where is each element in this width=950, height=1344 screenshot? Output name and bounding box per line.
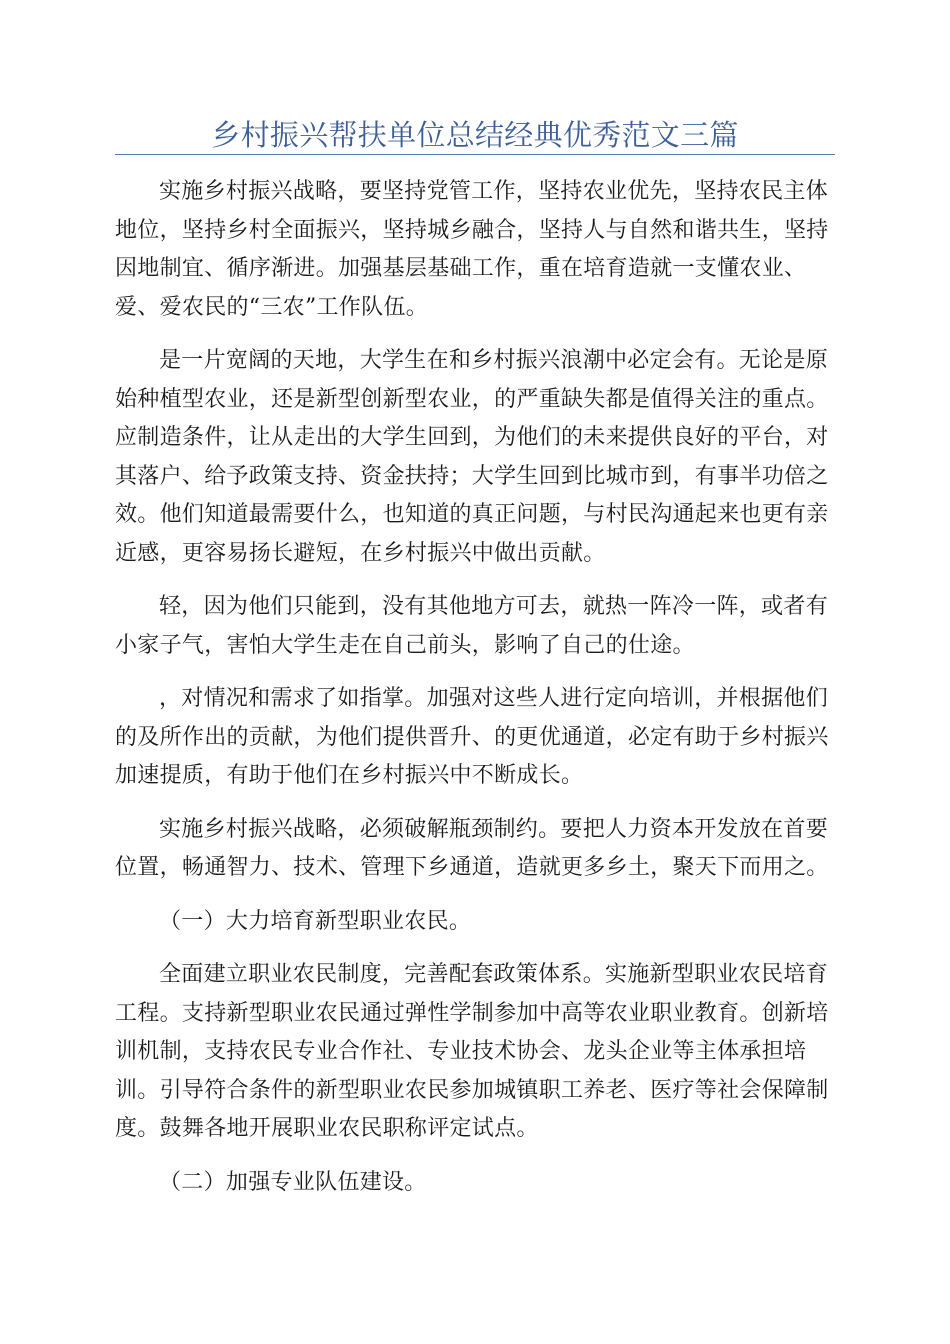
section-heading-1: （一）大力培育新型职业农民。 <box>159 908 472 934</box>
title-underline <box>115 154 835 155</box>
body-paragraph-4: ，对情况和需求了如指掌。加强对这些人进行定向培训，并根据他们的及所作出的贡献，为他们提供晋升、的更优通道，必定有助于乡村振兴加速提质，有助于他们在乡村振兴中不断成长。 <box>115 686 829 788</box>
body-paragraph-2: 是一片宽阔的天地，大学生在和乡村振兴浪潮中必定会有。无论是原始种植型农业，还是新型创新型农业，的严重缺失都是值得关注的重点。应制造条件，让从走出的大学生回到，为他们的未来提供良好的平台，对其落户、给予政策支持、资金扶持；大学生回到比城市到，有事半功倍之效。他们知道最需要什么，也知道的真正问题，与村民沟通起来也更有亲近感，更容易扬长避短，在乡村振兴中做出贡献。 <box>115 348 829 566</box>
body-paragraph-1: 实施乡村振兴战略，要坚持党管工作，坚持农业优先，坚持农民主体地位，坚持乡村全面振兴，坚持城乡融合，坚持人与自然和谐共生，坚持因地制宜、循序渐进。加强基层基础工作，重在培育造就一支懂农业、爱、爱农民的“三农”工作队伍。 <box>115 179 829 320</box>
document-body <box>115 173 840 1217</box>
page-title: 乡村振兴帮扶单位总结经典优秀范文三篇 <box>211 118 739 152</box>
body-paragraph-5: 实施乡村振兴战略，必须破解瓶颈制约。要把人力资本开发放在首要位置，畅通智力、技术、管理下乡通道，造就更多乡土，聚天下而用之。 <box>115 816 829 880</box>
body-paragraph-3: 轻，因为他们只能到，没有其他地方可去，就热一阵冷一阵，或者有小家子气，害怕大学生走在自己前头，影响了自己的仕途。 <box>115 594 829 658</box>
body-paragraph-6: 全面建立职业农民制度，完善配套政策体系。实施新型职业农民培育工程。支持新型职业农民通过弹性学制参加中高等农业职业教育。创新培训机制，支持农民专业合作社、专业技术协会、龙头企业等主体承担培训。引导符合条件的新型职业农民参加城镇职工养老、医疗等社会保障制度。鼓舞各地开展职业农民职称评定试点。 <box>115 962 829 1141</box>
section-heading-2: （二）加强专业队伍建设。 <box>159 1169 427 1195</box>
